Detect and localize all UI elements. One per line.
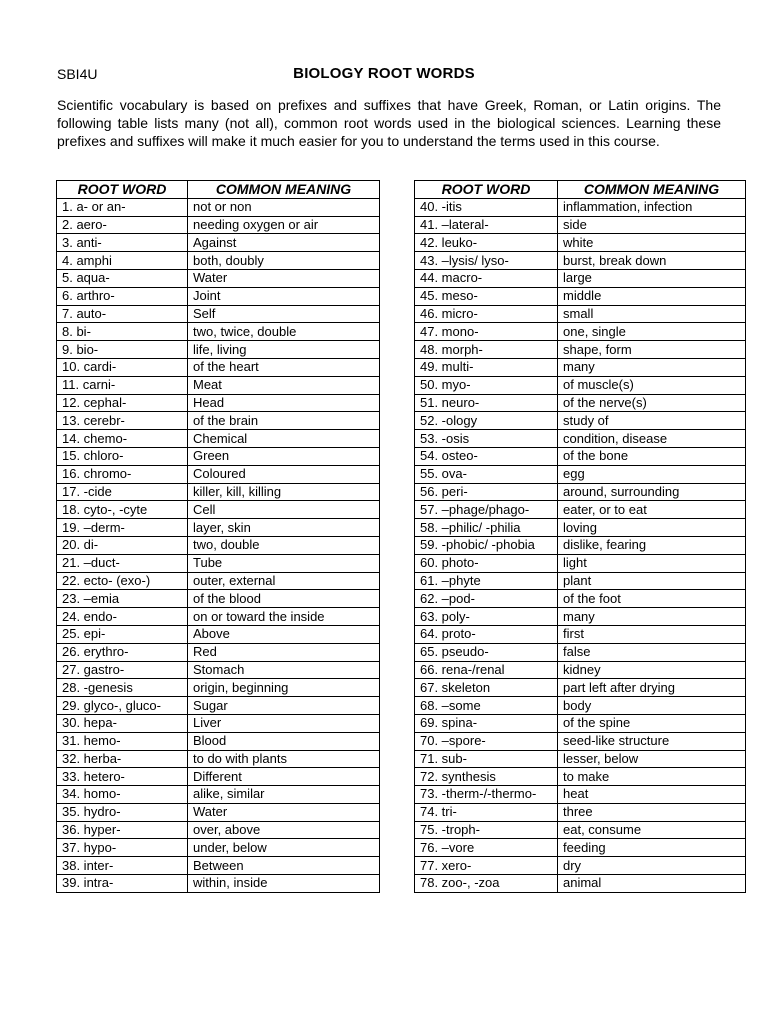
root-word-cell: 76. –vore	[415, 839, 558, 857]
column-header-common-meaning: COMMON MEANING	[188, 181, 380, 199]
root-word-cell: 11. carni-	[57, 376, 188, 394]
root-word-cell: 45. meso-	[415, 287, 558, 305]
meaning-cell: of the brain	[188, 412, 380, 430]
table-row	[57, 714, 380, 732]
table-row	[415, 625, 746, 643]
meaning-cell: both, doubly	[188, 252, 380, 270]
meaning-cell: Cell	[188, 501, 380, 519]
table-row	[57, 661, 380, 679]
table-row	[57, 341, 380, 359]
table-row	[57, 554, 380, 572]
meaning-cell: layer, skin	[188, 519, 380, 537]
course-code: SBI4U	[57, 66, 98, 82]
meaning-cell: eat, consume	[558, 821, 746, 839]
right-table-body	[415, 198, 746, 892]
meaning-cell: Red	[188, 643, 380, 661]
root-word-cell: 62. –pod-	[415, 590, 558, 608]
intro-paragraph: Scientific vocabulary is based on prefixes and suffixes that have Greek, Roman, or Latin origins. The following table lists many (not all), common root words used in the biological sciences. Learning these prefixes and suffixes will make it much easier for you to understand the terms used in this course.	[57, 97, 721, 149]
root-word-cell: 77. xero-	[415, 857, 558, 875]
root-word-cell: 14. chemo-	[57, 430, 188, 448]
meaning-cell: body	[558, 697, 746, 715]
root-word-cell: 40. -itis	[415, 198, 558, 216]
meaning-cell: Green	[188, 447, 380, 465]
table-row	[415, 857, 746, 875]
table-row	[57, 234, 380, 252]
root-word-cell: 64. proto-	[415, 625, 558, 643]
root-word-cell: 46. micro-	[415, 305, 558, 323]
table-row	[415, 198, 746, 216]
table-row	[57, 483, 380, 501]
meaning-cell: of the nerve(s)	[558, 394, 746, 412]
meaning-cell: dislike, fearing	[558, 536, 746, 554]
table-row	[57, 465, 380, 483]
table-row	[57, 625, 380, 643]
table-row	[57, 536, 380, 554]
table-row	[57, 269, 380, 287]
meaning-cell: feeding	[558, 839, 746, 857]
root-word-cell: 63. poly-	[415, 608, 558, 626]
root-word-cell: 71. sub-	[415, 750, 558, 768]
root-words-table-right	[414, 180, 746, 893]
root-word-cell: 38. inter-	[57, 857, 188, 875]
meaning-cell: small	[558, 305, 746, 323]
root-word-cell: 53. -osis	[415, 430, 558, 448]
root-word-cell: 72. synthesis	[415, 768, 558, 786]
root-word-cell: 28. -genesis	[57, 679, 188, 697]
root-word-cell: 43. –lysis/ lyso-	[415, 252, 558, 270]
root-word-cell: 44. macro-	[415, 269, 558, 287]
table-row	[415, 536, 746, 554]
root-word-cell: 58. –philic/ -philia	[415, 519, 558, 537]
meaning-cell: Liver	[188, 714, 380, 732]
root-word-cell: 10. cardi-	[57, 358, 188, 376]
table-row	[57, 590, 380, 608]
meaning-cell: Between	[188, 857, 380, 875]
meaning-cell: within, inside	[188, 875, 380, 893]
meaning-cell: part left after drying	[558, 679, 746, 697]
meaning-cell: Self	[188, 305, 380, 323]
table-row	[415, 252, 746, 270]
page-title: BIOLOGY ROOT WORDS	[293, 65, 475, 82]
root-word-cell: 18. cyto-, -cyte	[57, 501, 188, 519]
root-word-cell: 21. –duct-	[57, 554, 188, 572]
meaning-cell: one, single	[558, 323, 746, 341]
table-row	[415, 608, 746, 626]
root-word-cell: 39. intra-	[57, 875, 188, 893]
table-row	[415, 572, 746, 590]
root-word-cell: 5. aqua-	[57, 269, 188, 287]
root-word-cell: 1. a- or an-	[57, 198, 188, 216]
column-header-root-word: ROOT WORD	[57, 181, 188, 199]
root-word-cell: 32. herba-	[57, 750, 188, 768]
meaning-cell: egg	[558, 465, 746, 483]
table-row	[415, 447, 746, 465]
table-row	[57, 732, 380, 750]
table-row	[415, 376, 746, 394]
table-row	[57, 821, 380, 839]
meaning-cell: Water	[188, 269, 380, 287]
meaning-cell: Blood	[188, 732, 380, 750]
root-word-cell: 35. hydro-	[57, 803, 188, 821]
table-row	[415, 483, 746, 501]
table-row	[415, 679, 746, 697]
root-word-cell: 67. skeleton	[415, 679, 558, 697]
root-word-cell: 52. -ology	[415, 412, 558, 430]
table-row	[415, 697, 746, 715]
meaning-cell: Head	[188, 394, 380, 412]
root-word-cell: 41. –lateral-	[415, 216, 558, 234]
table-row	[415, 661, 746, 679]
table-row	[415, 430, 746, 448]
meaning-cell: alike, similar	[188, 786, 380, 804]
meaning-cell: to make	[558, 768, 746, 786]
table-row	[57, 412, 380, 430]
meaning-cell: heat	[558, 786, 746, 804]
root-word-cell: 74. tri-	[415, 803, 558, 821]
meaning-cell: Water	[188, 803, 380, 821]
root-word-cell: 16. chromo-	[57, 465, 188, 483]
table-row	[415, 323, 746, 341]
meaning-cell: on or toward the inside	[188, 608, 380, 626]
table-row	[415, 750, 746, 768]
table-row	[415, 839, 746, 857]
meaning-cell: middle	[558, 287, 746, 305]
root-word-cell: 34. homo-	[57, 786, 188, 804]
meaning-cell: Different	[188, 768, 380, 786]
table-row	[415, 216, 746, 234]
table-row	[415, 554, 746, 572]
table-row	[57, 875, 380, 893]
table-row	[415, 590, 746, 608]
meaning-cell: kidney	[558, 661, 746, 679]
left-table-body	[57, 198, 380, 892]
table-header-row	[415, 181, 746, 199]
table-row	[57, 803, 380, 821]
meaning-cell: origin, beginning	[188, 679, 380, 697]
root-word-cell: 54. osteo-	[415, 447, 558, 465]
root-word-cell: 61. –phyte	[415, 572, 558, 590]
meaning-cell: Sugar	[188, 697, 380, 715]
root-word-cell: 70. –spore-	[415, 732, 558, 750]
root-word-cell: 55. ova-	[415, 465, 558, 483]
meaning-cell: Stomach	[188, 661, 380, 679]
root-word-cell: 6. arthro-	[57, 287, 188, 305]
root-word-cell: 26. erythro-	[57, 643, 188, 661]
meaning-cell: condition, disease	[558, 430, 746, 448]
root-word-cell: 78. zoo-, -zoa	[415, 875, 558, 893]
table-row	[57, 376, 380, 394]
meaning-cell: shape, form	[558, 341, 746, 359]
meaning-cell: of the foot	[558, 590, 746, 608]
meaning-cell: study of	[558, 412, 746, 430]
meaning-cell: to do with plants	[188, 750, 380, 768]
root-word-cell: 37. hypo-	[57, 839, 188, 857]
root-word-cell: 56. peri-	[415, 483, 558, 501]
table-row	[57, 857, 380, 875]
table-row	[57, 358, 380, 376]
table-row	[57, 198, 380, 216]
root-word-cell: 65. pseudo-	[415, 643, 558, 661]
root-word-cell: 50. myo-	[415, 376, 558, 394]
meaning-cell: of the heart	[188, 358, 380, 376]
root-word-cell: 25. epi-	[57, 625, 188, 643]
root-word-cell: 47. mono-	[415, 323, 558, 341]
meaning-cell: dry	[558, 857, 746, 875]
meaning-cell: around, surrounding	[558, 483, 746, 501]
root-word-cell: 33. hetero-	[57, 768, 188, 786]
root-word-cell: 3. anti-	[57, 234, 188, 252]
table-row	[415, 821, 746, 839]
root-word-cell: 31. hemo-	[57, 732, 188, 750]
root-word-cell: 2. aero-	[57, 216, 188, 234]
meaning-cell: large	[558, 269, 746, 287]
meaning-cell: two, twice, double	[188, 323, 380, 341]
table-row	[57, 519, 380, 537]
table-row	[415, 875, 746, 893]
meaning-cell: Against	[188, 234, 380, 252]
meaning-cell: killer, kill, killing	[188, 483, 380, 501]
table-row	[57, 501, 380, 519]
root-word-cell: 42. leuko-	[415, 234, 558, 252]
table-row	[415, 412, 746, 430]
table-row	[57, 608, 380, 626]
root-word-cell: 23. –emia	[57, 590, 188, 608]
meaning-cell: needing oxygen or air	[188, 216, 380, 234]
meaning-cell: of the spine	[558, 714, 746, 732]
meaning-cell: not or non	[188, 198, 380, 216]
meaning-cell: Joint	[188, 287, 380, 305]
table-row	[57, 839, 380, 857]
meaning-cell: three	[558, 803, 746, 821]
table-row	[415, 519, 746, 537]
table-row	[57, 216, 380, 234]
meaning-cell: life, living	[188, 341, 380, 359]
table-header-row	[57, 181, 380, 199]
meaning-cell: Meat	[188, 376, 380, 394]
table-row	[415, 732, 746, 750]
meaning-cell: side	[558, 216, 746, 234]
table-row	[57, 430, 380, 448]
meaning-cell: light	[558, 554, 746, 572]
root-word-cell: 30. hepa-	[57, 714, 188, 732]
table-row	[415, 358, 746, 376]
root-word-cell: 7. auto-	[57, 305, 188, 323]
table-row	[415, 287, 746, 305]
root-word-cell: 73. -therm-/-thermo-	[415, 786, 558, 804]
meaning-cell: Coloured	[188, 465, 380, 483]
root-word-cell: 19. –derm-	[57, 519, 188, 537]
root-word-cell: 24. endo-	[57, 608, 188, 626]
meaning-cell: of the bone	[558, 447, 746, 465]
meaning-cell: over, above	[188, 821, 380, 839]
meaning-cell: first	[558, 625, 746, 643]
table-row	[415, 768, 746, 786]
table-row	[415, 501, 746, 519]
table-row	[57, 287, 380, 305]
meaning-cell: lesser, below	[558, 750, 746, 768]
table-row	[415, 394, 746, 412]
root-word-cell: 27. gastro-	[57, 661, 188, 679]
root-word-cell: 9. bio-	[57, 341, 188, 359]
table-row	[57, 697, 380, 715]
meaning-cell: outer, external	[188, 572, 380, 590]
root-word-cell: 8. bi-	[57, 323, 188, 341]
root-words-table-left	[56, 180, 380, 893]
meaning-cell: false	[558, 643, 746, 661]
root-word-cell: 57. –phage/phago-	[415, 501, 558, 519]
table-row	[57, 643, 380, 661]
root-word-cell: 51. neuro-	[415, 394, 558, 412]
table-row	[415, 803, 746, 821]
meaning-cell: eater, or to eat	[558, 501, 746, 519]
table-row	[415, 341, 746, 359]
table-row	[57, 394, 380, 412]
table-row	[57, 252, 380, 270]
meaning-cell: Tube	[188, 554, 380, 572]
meaning-cell: white	[558, 234, 746, 252]
meaning-cell: many	[558, 608, 746, 626]
table-row	[415, 465, 746, 483]
root-word-cell: 75. -troph-	[415, 821, 558, 839]
table-row	[415, 269, 746, 287]
meaning-cell: two, double	[188, 536, 380, 554]
table-row	[57, 323, 380, 341]
table-row	[57, 305, 380, 323]
root-word-cell: 4. amphi	[57, 252, 188, 270]
table-row	[57, 679, 380, 697]
root-word-cell: 12. cephal-	[57, 394, 188, 412]
root-word-cell: 69. spina-	[415, 714, 558, 732]
root-word-cell: 68. –some	[415, 697, 558, 715]
root-word-cell: 15. chloro-	[57, 447, 188, 465]
meaning-cell: burst, break down	[558, 252, 746, 270]
column-header-common-meaning: COMMON MEANING	[558, 181, 746, 199]
table-row	[415, 643, 746, 661]
meaning-cell: many	[558, 358, 746, 376]
meaning-cell: seed-like structure	[558, 732, 746, 750]
meaning-cell: loving	[558, 519, 746, 537]
root-word-cell: 49. multi-	[415, 358, 558, 376]
table-row	[57, 447, 380, 465]
root-word-cell: 22. ecto- (exo-)	[57, 572, 188, 590]
root-word-cell: 29. glyco-, gluco-	[57, 697, 188, 715]
meaning-cell: Above	[188, 625, 380, 643]
meaning-cell: under, below	[188, 839, 380, 857]
table-row	[415, 305, 746, 323]
meaning-cell: Chemical	[188, 430, 380, 448]
root-word-cell: 60. photo-	[415, 554, 558, 572]
root-word-cell: 59. -phobic/ -phobia	[415, 536, 558, 554]
meaning-cell: of muscle(s)	[558, 376, 746, 394]
table-row	[415, 234, 746, 252]
root-word-cell: 48. morph-	[415, 341, 558, 359]
root-word-cell: 66. rena-/renal	[415, 661, 558, 679]
meaning-cell: animal	[558, 875, 746, 893]
root-word-cell: 13. cerebr-	[57, 412, 188, 430]
root-word-cell: 17. -cide	[57, 483, 188, 501]
table-row	[415, 786, 746, 804]
meaning-cell: plant	[558, 572, 746, 590]
meaning-cell: inflammation, infection	[558, 198, 746, 216]
table-row	[415, 714, 746, 732]
table-row	[57, 786, 380, 804]
root-word-cell: 20. di-	[57, 536, 188, 554]
table-row	[57, 750, 380, 768]
table-row	[57, 768, 380, 786]
table-row	[57, 572, 380, 590]
meaning-cell: of the blood	[188, 590, 380, 608]
column-header-root-word: ROOT WORD	[415, 181, 558, 199]
root-word-cell: 36. hyper-	[57, 821, 188, 839]
